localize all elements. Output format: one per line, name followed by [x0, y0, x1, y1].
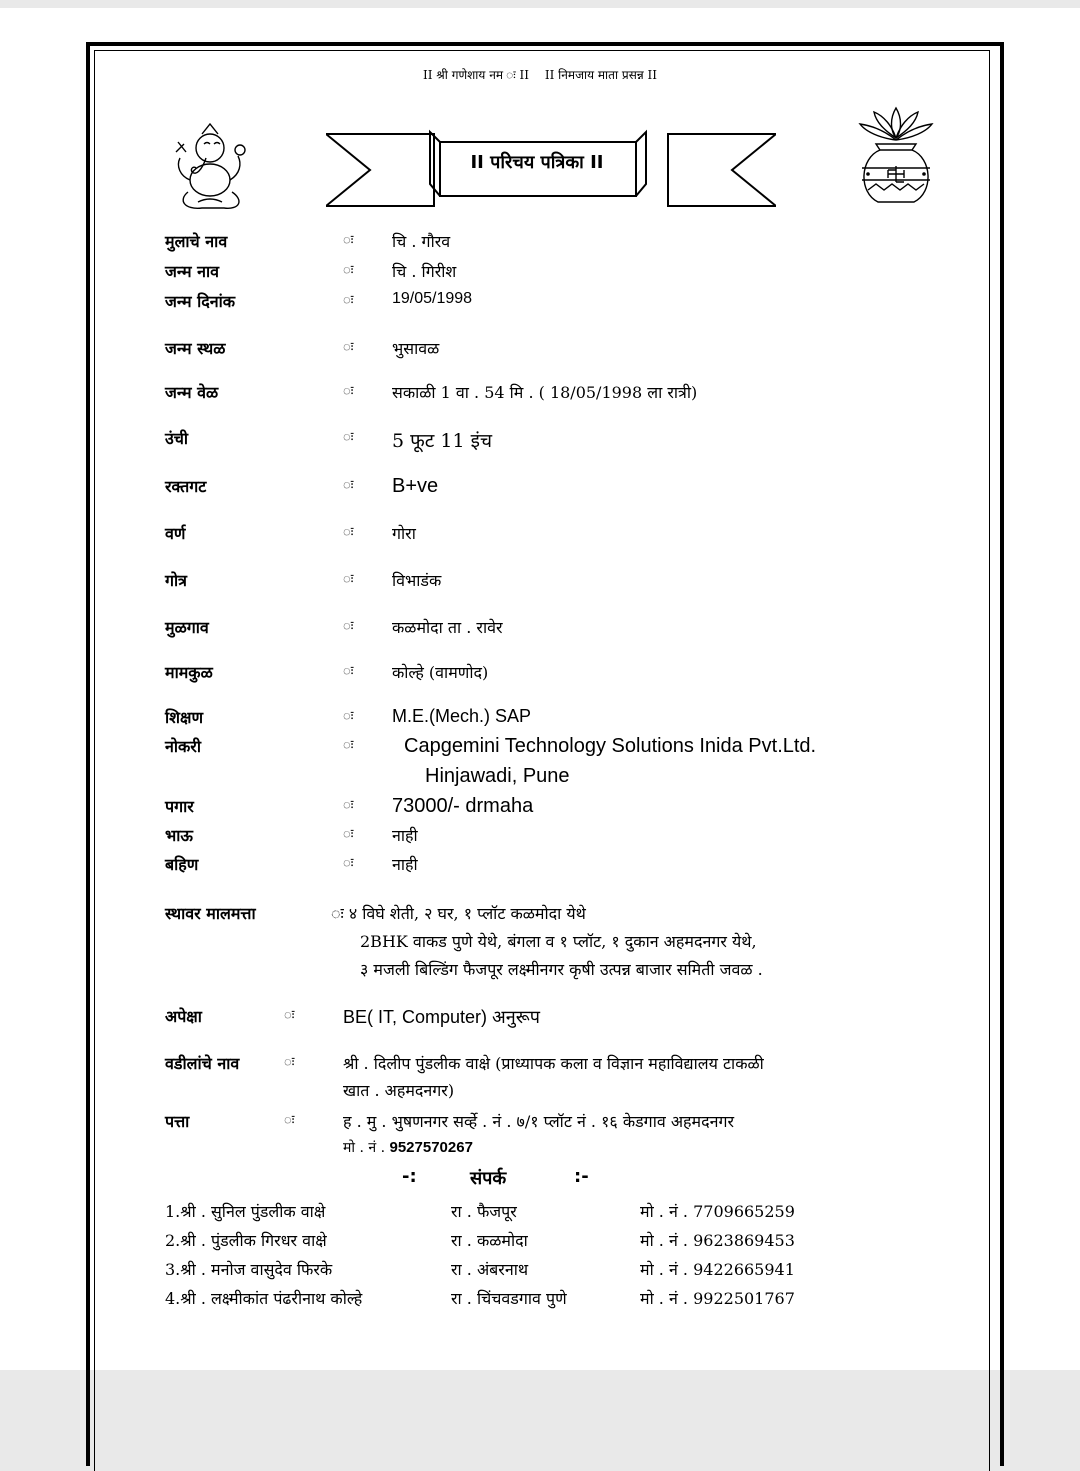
- contact-place: रा . फैजपूर: [451, 1202, 517, 1221]
- blessing-line: [0, 66, 1080, 83]
- field-separator: ः: [343, 430, 354, 445]
- contact-row: [0, 1200, 1080, 1226]
- contact-phone: मो . नं . 9922501767: [640, 1289, 795, 1308]
- field-label: जन्म दिनांक: [165, 292, 236, 311]
- field-row-education: [0, 706, 1080, 732]
- field-separator: ः: [343, 384, 354, 399]
- address-phone: 9527570267: [389, 1139, 473, 1156]
- field-label: उंची: [165, 429, 189, 448]
- field-value: B+ve: [392, 475, 439, 497]
- field-row-maternal-family: [0, 661, 1080, 687]
- contact-place: रा . चिंचवडगाव पुणे: [451, 1289, 567, 1308]
- field-separator: ः: [343, 619, 354, 634]
- contacts-heading-right: :-: [574, 1166, 589, 1187]
- field-separator: ः: [284, 1113, 295, 1128]
- field-row-expectation: [0, 1005, 1080, 1031]
- field-row-father: [0, 1052, 1080, 1108]
- contact-name: 3.श्री . मनोज वासुदेव फिरके: [165, 1260, 333, 1279]
- field-value: नाही: [392, 826, 418, 845]
- ganesh-icon: [162, 122, 254, 214]
- field-separator: ः: [343, 263, 354, 278]
- property-line-1: ः ४ विघे शेती, २ घर, १ प्लॉट कळमोदा येथे: [331, 904, 586, 923]
- field-separator: ः: [343, 856, 354, 871]
- field-label: स्थावर मालमत्ता: [165, 904, 256, 923]
- field-label: वडीलांचे नाव: [165, 1054, 240, 1073]
- field-separator: ः: [343, 233, 354, 248]
- field-row-sister: [0, 853, 1080, 879]
- property-line-3: ३ मजली बिल्डिंग फैजपूर लक्ष्मीनगर कृषी उत्पन्न बाजार समिती जवळ .: [360, 960, 763, 979]
- field-value: विभाडंक: [392, 571, 442, 590]
- contact-name: 4.श्री . लक्ष्मीकांत पंढरीनाथ कोल्हे: [165, 1289, 363, 1308]
- field-value: 19/05/1998: [392, 290, 473, 307]
- field-separator: ः: [343, 340, 354, 355]
- field-separator: ः: [343, 798, 354, 813]
- field-row-birth-name: [0, 260, 1080, 286]
- field-separator: ः: [343, 664, 354, 679]
- field-row-blood-group: [0, 475, 1080, 501]
- contact-row: [0, 1229, 1080, 1255]
- field-label: नोकरी: [165, 737, 202, 756]
- field-value: चि . गिरीश: [392, 262, 457, 281]
- field-separator: ः: [284, 1008, 295, 1023]
- field-label: पत्ता: [165, 1112, 190, 1131]
- contacts-heading: [0, 1166, 1080, 1192]
- father-line-1: श्री . दिलीप पुंडलीक वाक्षे (प्राध्यापक कला व विज्ञान महाविद्यालय टाकळी: [343, 1054, 764, 1073]
- blessing-mata: II निमजाय माता प्रसन्न II: [544, 68, 657, 82]
- contact-phone: मो . नं . 9422665941: [640, 1260, 795, 1279]
- field-separator: ः: [343, 293, 354, 308]
- contact-name: 2.श्री . पुंडलीक गिरधर वाक्षे: [165, 1231, 327, 1250]
- field-value: कळमोदा ता . रावेर: [392, 618, 503, 637]
- field-separator: ः: [343, 827, 354, 842]
- page-title: II परिचय पत्रिका II: [470, 152, 604, 173]
- contact-row: [0, 1258, 1080, 1284]
- field-value: चि . गौरव: [392, 232, 451, 251]
- contact-place: रा . कळमोदा: [451, 1231, 528, 1250]
- field-value-line2: Hinjawadi, Pune: [425, 765, 570, 787]
- field-row-boy-name: [0, 230, 1080, 256]
- field-value: भुसावळ: [392, 339, 440, 358]
- contact-row: [0, 1287, 1080, 1313]
- field-value: गोरा: [392, 524, 416, 543]
- field-label: भाऊ: [165, 826, 193, 845]
- field-separator: ः: [284, 1055, 295, 1070]
- field-label: गोत्र: [165, 571, 187, 590]
- field-row-gotra: [0, 569, 1080, 595]
- contact-place: रा . अंबरनाथ: [451, 1260, 529, 1279]
- contact-phone: मो . नं . 9623869453: [640, 1231, 795, 1250]
- property-line-2: 2BHK वाकड पुणे येथे, बंगला व १ प्लॉट, १ दुकान अहमदनगर येथे,: [360, 932, 757, 951]
- father-line-2: खात . अहमदनगर): [343, 1081, 455, 1100]
- address-phone-prefix: मो . नं .: [343, 1140, 390, 1156]
- field-value: BE( IT, Computer) अनुरूप: [343, 1007, 540, 1027]
- field-value: कोल्हे (वामणोद): [392, 663, 489, 682]
- field-label: शिक्षण: [165, 708, 204, 727]
- field-label: वर्ण: [165, 524, 186, 543]
- field-label: बहिण: [165, 855, 199, 874]
- field-label: जन्म नाव: [165, 262, 220, 281]
- blessing-ganesh: II श्री गणेशाय नम ः II: [423, 68, 529, 82]
- field-label: जन्म वेळ: [165, 383, 219, 402]
- field-row-birth-date: [0, 290, 1080, 316]
- field-row-birth-place: [0, 337, 1080, 363]
- contacts-heading-text: संपर्क: [470, 1168, 507, 1189]
- field-row-address: [0, 1110, 1080, 1162]
- field-label: मामकुळ: [165, 663, 213, 682]
- kalash-icon: [854, 104, 938, 210]
- contact-phone: मो . नं . 7709665259: [640, 1202, 795, 1221]
- field-value: सकाळी 1 वा . 54 मि . ( 18/05/1998 ला रात्री): [392, 383, 698, 402]
- field-separator: ः: [343, 478, 354, 493]
- field-value: नाही: [392, 855, 418, 874]
- field-label: अपेक्षा: [165, 1007, 202, 1026]
- field-label: रक्तगट: [165, 477, 207, 496]
- field-row-job: [0, 735, 1080, 791]
- field-row-salary: [0, 795, 1080, 821]
- field-label: जन्म स्थळ: [165, 339, 226, 358]
- field-label: मुळगाव: [165, 618, 209, 637]
- field-row-native-village: [0, 616, 1080, 642]
- field-separator: ः: [343, 709, 354, 724]
- field-row-birth-time: [0, 381, 1080, 407]
- address-line-1: ह . मु . भुषणनगर सर्व्हे . नं . ७/१ प्लॉट नं . १६ केडगाव अहमदनगर: [343, 1112, 735, 1131]
- field-row-property: [0, 902, 1080, 986]
- field-value: 5 फूट 11 इंच: [392, 430, 493, 452]
- contact-name: 1.श्री . सुनिल पुंडलीक वाक्षे: [165, 1202, 326, 1221]
- field-row-height: [0, 427, 1080, 453]
- field-row-brother: [0, 824, 1080, 850]
- field-value: M.E.(Mech.) SAP: [392, 706, 532, 726]
- field-value: 73000/- drmaha: [392, 795, 534, 817]
- field-separator: ः: [343, 572, 354, 587]
- field-row-complexion: [0, 522, 1080, 548]
- address-phone-line: [343, 1138, 473, 1157]
- field-separator: ः: [343, 738, 354, 753]
- contacts-heading-left: -:: [402, 1166, 417, 1187]
- field-value: Capgemini Technology Solutions Inida Pvt.Ltd.: [404, 735, 817, 757]
- field-label: पगार: [165, 797, 194, 816]
- field-label: मुलाचे नाव: [165, 232, 228, 251]
- field-separator: ः: [343, 525, 354, 540]
